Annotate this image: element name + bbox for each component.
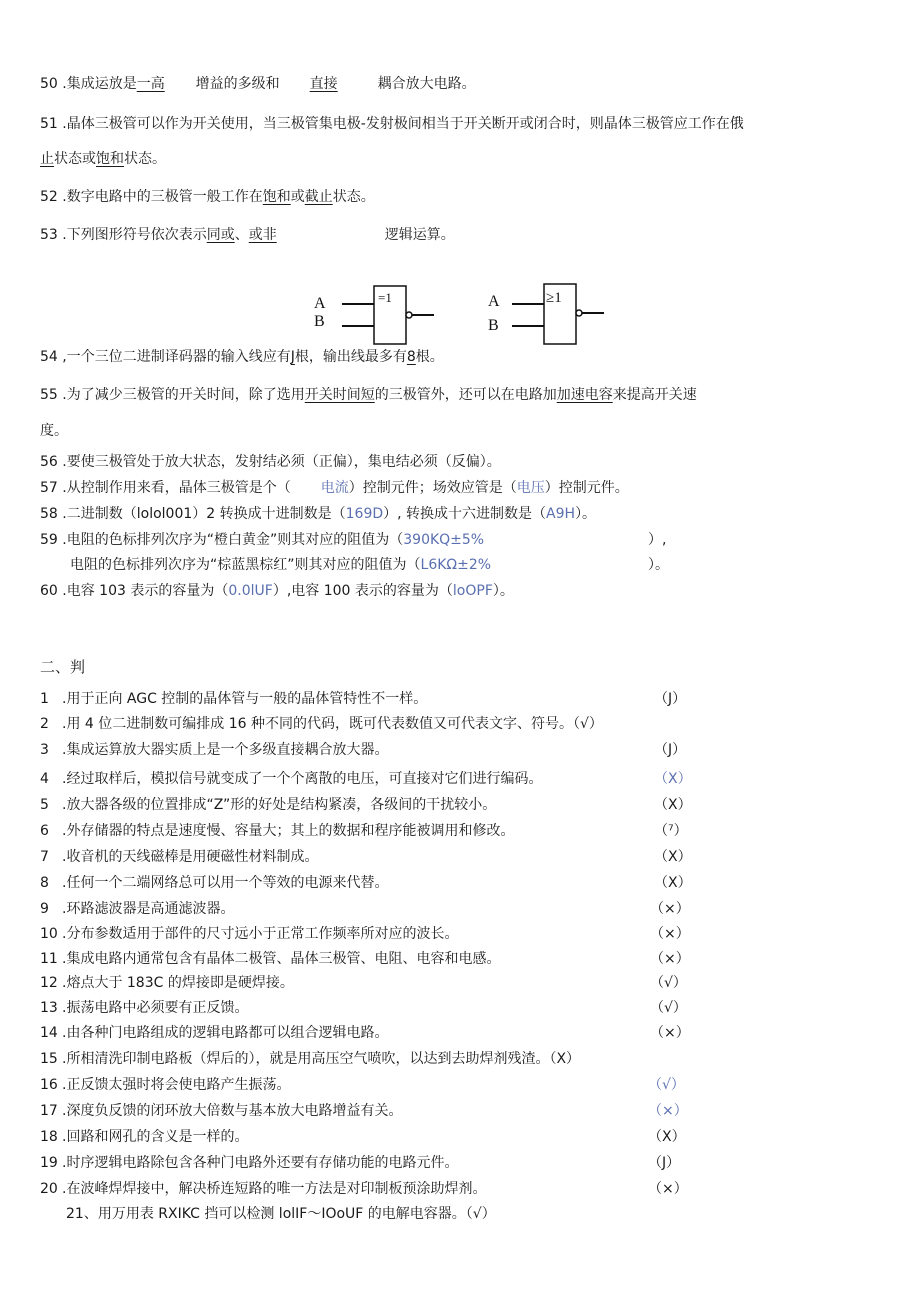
answer-mark: （×） (650, 901, 690, 917)
answer-text: 169D (345, 506, 384, 522)
gate-input-a-label: A (314, 295, 326, 312)
judgement-item (40, 796, 496, 814)
judgement-item (40, 874, 388, 892)
q-num: 56 (40, 454, 58, 470)
question-51: 51 .晶体三极管可以作为开关使用，当三极管集电极-发射极间相当于开关断开或闭合时，则晶体三极管应工作在俄 (40, 116, 744, 132)
q-num: 60 (40, 583, 58, 599)
answer-blank: 同或 (206, 227, 235, 243)
answer-mark: （√） (650, 1000, 687, 1016)
judgement-item (40, 1076, 290, 1094)
answer-mark: （X） (654, 875, 692, 891)
answer-blank: 截止 (304, 189, 333, 205)
judgement-item (40, 1154, 458, 1172)
statement-text: .用 4 位二进制数可编排成 16 种不同的代码，既可代表数值又可代表文字、符号。（√） (62, 716, 603, 732)
q-num: 9 (40, 901, 49, 917)
statement-text: .在波峰焊焊接中，解决桥连短路的唯一方法是对印制板预涂助焊剂。 (62, 1181, 487, 1197)
statement-text: .深度负反馈的闭环放大倍数与基本放大电路增益有关。 (62, 1103, 403, 1119)
statement-text: .由各种门电路组成的逻辑电路都可以组合逻辑电路。 (62, 1025, 389, 1041)
q-num: 58 (40, 506, 58, 522)
q-num: 4 (40, 771, 49, 787)
q-num: 10 (40, 926, 58, 942)
q-num: 2 (40, 716, 49, 732)
question-56: 56 .要使三极管处于放大状态，发射结必须（正偏），集电结必须（反偏）。 (40, 454, 501, 470)
question-21: 21、用万用表 RXIKC 挡可以检测 lolIF〜IOoUF 的电解电容器。（√） (66, 1206, 496, 1222)
q-num: 19 (40, 1155, 58, 1171)
judgement-item (40, 1050, 580, 1068)
question-54: 54 ,一个三位二进制译码器的输入线应有J根，输出线最多有8根。 (40, 349, 444, 365)
judgement-item (40, 1102, 402, 1120)
statement-text: .回路和网孔的含义是一样的。 (62, 1129, 249, 1145)
gate-input-b-label: B (314, 313, 325, 330)
answer-blank: 加速电容 (556, 387, 613, 403)
answer-mark: （×） (650, 1025, 690, 1041)
section-title: 二、判 (40, 658, 86, 676)
answer-blank: J (290, 349, 295, 365)
answer-mark: （X） (648, 1129, 686, 1145)
logic-gate-xnor-symbol (310, 280, 440, 352)
judgement-item (40, 925, 458, 943)
judgement-item (40, 1180, 486, 1198)
judgement-item (40, 715, 603, 733)
question-55: 55 .为了减少三极管的开关时间，除了选用开关时间短的三极管外，还可以在电路加加速电容来提高开关速 (40, 387, 697, 403)
question-59-cont: 电阻的色标排列次序为“棕蓝黑棕红”则其对应的阻值为（L6KΩ±2% (70, 557, 492, 573)
answer-text: A9H (546, 506, 576, 522)
judgement-item (40, 1128, 248, 1146)
statement-text: .环路滤波器是高通滤波器。 (62, 901, 235, 917)
q-num: 54 (40, 349, 58, 365)
question-58: 58 .二进制数（lolol001）2 转换成十进制数是（169D）, 转换成十六进制数是（A9H）。 (40, 506, 597, 522)
q-num: 55 (40, 387, 58, 403)
q-num: 14 (40, 1025, 58, 1041)
gate-function-label: ≥1 (546, 290, 562, 306)
q-num: 8 (40, 875, 49, 891)
question-57: 57 .从控制作用来看，晶体三极管是个（ 电流）控制元件；场效应管是（电压）控制元件。 (40, 480, 629, 496)
statement-text: .放大器各级的位置排成“Z”形的好处是结构紧凑，各级间的干扰较小。 (62, 797, 497, 813)
answer-blank: 一高 (136, 76, 165, 92)
q-num: 13 (40, 1000, 58, 1016)
statement-text: .集成运算放大器实质上是一个多级直接耦合放大器。 (62, 742, 389, 758)
judgement-item (40, 950, 500, 968)
judgement-item (40, 741, 388, 759)
question-55-cont: 度。 (40, 423, 68, 439)
statement-text: .正反馈太强时将会使电路产生振荡。 (62, 1077, 291, 1093)
answer-text: 0.0lUF (228, 583, 273, 599)
q-num: 3 (40, 742, 49, 758)
q-num: 6 (40, 823, 49, 839)
question-52: 52 .数字电路中的三极管一般工作在饱和或截止状态。 (40, 189, 375, 205)
answer-blank: 饱和 (96, 151, 124, 167)
answer-blank: 8 (406, 349, 416, 365)
answer-mark: （×） (650, 951, 690, 967)
q-num: 52 (40, 189, 58, 205)
answer-blank: 直接 (309, 76, 338, 92)
answer-blank: 止 (40, 151, 54, 167)
statement-text: .熔点大于 183C 的焊接即是硬焊接。 (62, 975, 294, 991)
statement-text: .时序逻辑电路除包含各种门电路外还要有存储功能的电路元件。 (62, 1155, 459, 1171)
gate-input-a-label: A (488, 293, 500, 310)
statement-text: .所相清洗印制电路板（焊后的），就是用高压空气喷吹，以达到去助焊剂残渣。（X） (62, 1051, 581, 1067)
gate-function-label: =1 (378, 290, 392, 305)
answer-text: 电流 (320, 480, 349, 496)
answer-mark: （X） (654, 797, 692, 813)
answer-blank: 开关时间短 (304, 387, 375, 403)
q-num: 1 (40, 691, 49, 707)
answer-mark: （×） (650, 926, 690, 942)
statement-text: .集成电路内通常包含有晶体二极管、晶体三极管、电阻、电容和电感。 (62, 951, 501, 967)
judgement-item (40, 900, 234, 918)
statement-text: .任何一个二端网络总可以用一个等效的电源来代替。 (62, 875, 389, 891)
answer-mark: （X） (654, 849, 692, 865)
q-num: 16 (40, 1077, 58, 1093)
q-num: 57 (40, 480, 58, 496)
gate-input-b-label: B (488, 317, 499, 334)
statement-text: .分布参数适用于部件的尺寸远小于正常工作频率所对应的波长。 (62, 926, 459, 942)
q-num: 15 (40, 1051, 58, 1067)
question-53: 53 .下列图形符号依次表示同或、或非 逻辑运算。 (40, 227, 455, 243)
judgement-item (40, 690, 427, 708)
q-num: 50 (40, 76, 58, 92)
q-num: 20 (40, 1181, 58, 1197)
q-num: 5 (40, 797, 49, 813)
answer-mark: （X） (654, 771, 692, 787)
judgement-item (40, 848, 318, 866)
answer-text: 电压 (516, 480, 545, 496)
answer-mark: （√） (650, 975, 687, 991)
q-num: 59 (40, 532, 58, 548)
q-num: 53 (40, 227, 58, 243)
answer-mark: （√） (648, 1077, 685, 1093)
question-59: 59 .电阻的色标排列次序为“橙白黄金”则其对应的阻值为（390KQ±5% (40, 532, 485, 548)
answer-mark: （J） (654, 742, 687, 758)
statement-text: .外存储器的特点是速度慢、容量大；其上的数据和程序能被调用和修改。 (62, 823, 515, 839)
answer-mark: （J） (654, 691, 687, 707)
statement-text: .振荡电路中必须要有正反馈。 (62, 1000, 249, 1016)
judgement-item (40, 1024, 388, 1042)
judgement-item (40, 999, 248, 1017)
statement-text: .经过取样后，模拟信号就变成了一个个离散的电压，可直接对它们进行编码。 (62, 771, 543, 787)
q-num: 11 (40, 951, 58, 967)
statement-text: .用于正向 AGC 控制的晶体管与一般的晶体管特性不一样。 (62, 691, 428, 707)
answer-text: 390KQ±5% (403, 532, 485, 548)
q-num: 18 (40, 1129, 58, 1145)
question-60: 60 .电容 103 表示的容量为（0.0lUF）,电容 100 表示的容量为（loOPF）。 (40, 583, 514, 599)
statement-text: .收音机的天线磁棒是用硬磁性材料制成。 (62, 849, 319, 865)
answer-blank: 饱和 (262, 189, 291, 205)
answer-mark: （⁷） (654, 823, 688, 839)
answer-blank: 或非 (248, 227, 277, 243)
judgement-item (40, 974, 294, 992)
q-num: 7 (40, 849, 49, 865)
answer-text: loOPF (452, 583, 493, 599)
judgement-item (40, 822, 514, 840)
judgement-item (40, 770, 542, 788)
answer-text: L6KΩ±2% (420, 557, 492, 573)
answer-mark: （×） (648, 1181, 688, 1197)
q-num: 17 (40, 1103, 58, 1119)
answer-mark: （J） (648, 1155, 681, 1171)
logic-gate-nor-symbol (484, 280, 614, 352)
question-51-cont: 止状态或饱和状态。 (40, 151, 166, 167)
question-50: 50 .集成运放是一高 增益的多级和 直接 耦合放大电路。 (40, 76, 476, 92)
q-num: 12 (40, 975, 58, 991)
answer-mark: （×） (648, 1103, 688, 1119)
q-num: 51 (40, 116, 58, 132)
